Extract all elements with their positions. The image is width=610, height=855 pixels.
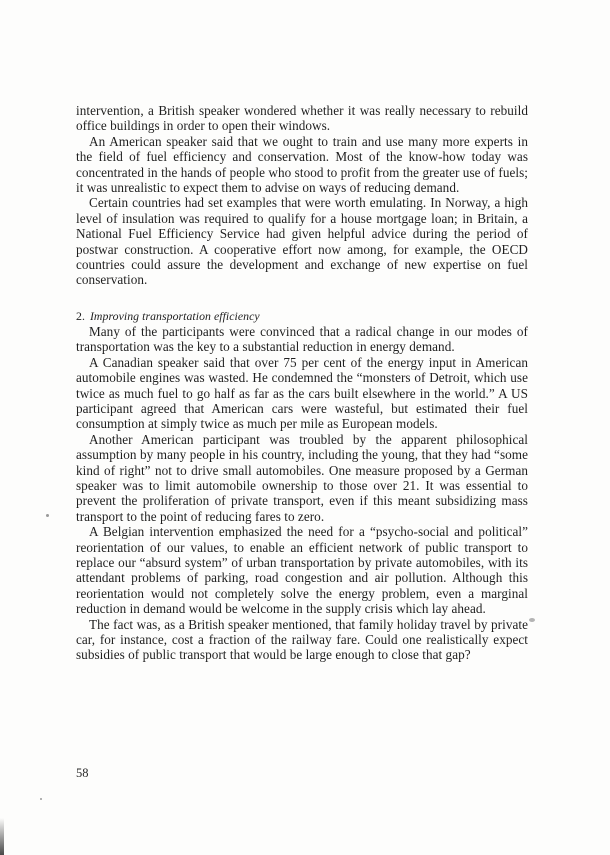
paragraph-countries-examples: Certain countries had set examples that were worth emulating. In Norway, a high level of insulation was required to qualify for a house mortgage loan; in Britain, a National Fuel Efficiency Service had given helpful advice during the period of postwar construction. A cooperative effort now among, for example, the OECD countries could assure the development and exchange of new expertise on fuel conservation. (76, 195, 528, 288)
scan-speck (46, 514, 49, 517)
paragraph-another-american: Another American participant was troubled by the apparent philosophical assumption by many people in his country, including the young, that they had “some kind of right” not to drive small automobiles. One measure proposed by a German speaker was to limit automobile ownership to those over 21. It was essential to prevent the proliferation of private transport, even if this meant subsidizing mass transport to the point of reducing fares to zero. (76, 431, 528, 524)
paragraph-british-holiday: The fact was, as a British speaker mentioned, that family holiday travel by private car, for instance, cost a fraction of the railway fare. Could one realistically expect subsidies of public transport that would be large enough to close that gap? (76, 616, 528, 663)
body-text (76, 103, 528, 663)
scan-edge-mark (0, 818, 4, 855)
paragraph-continued: intervention, a British speaker wondered whether it was really necessary to rebuild office buildings in order to open their windows. (76, 103, 528, 134)
paragraph-canadian-speaker: A Canadian speaker said that over 75 per cent of the energy input in American automobile engines was wasted. He condemned the “monsters of Detroit, which use twice as much fuel to go half as far as the cars built elsewhere in the world.” A US participant agreed that American cars were wasteful, but estimated their fuel consumption at simply twice as much per mile as European models. (76, 354, 528, 432)
scan-speck (40, 798, 42, 800)
section-title: Improving transportation efficiency (89, 308, 260, 323)
paragraph-belgian-intervention: A Belgian intervention emphasized the need for a “psycho-social and political” reorientation of our values, to enable an efficient network of public transport to replace our “absurd system” of urban transportation by private automobiles, with its attendant problems of parking, road congestion and air pollution. Although this reorientation would not completely solve the energy problem, even a marginal reduction in demand would be welcome in the supply crisis which lay ahead. (76, 524, 528, 617)
section-number: 2. (76, 308, 85, 323)
section-heading (76, 309, 528, 324)
paragraph-participants-convinced: Many of the participants were convinced that a radical change in our modes of transportation was the key to a substantial reduction in energy demand. (76, 323, 528, 355)
scan-speck (529, 618, 535, 622)
paragraph-american-experts: An American speaker said that we ought to train and use many more experts in the field of fuel efficiency and conservation. Most of the know-how today was concentrated in the hands of people who stood to profit from the greater use of fuels; it was unrealistic to expect them to advise on ways of reducing demand. (76, 133, 528, 196)
page-number: 58 (76, 766, 89, 780)
